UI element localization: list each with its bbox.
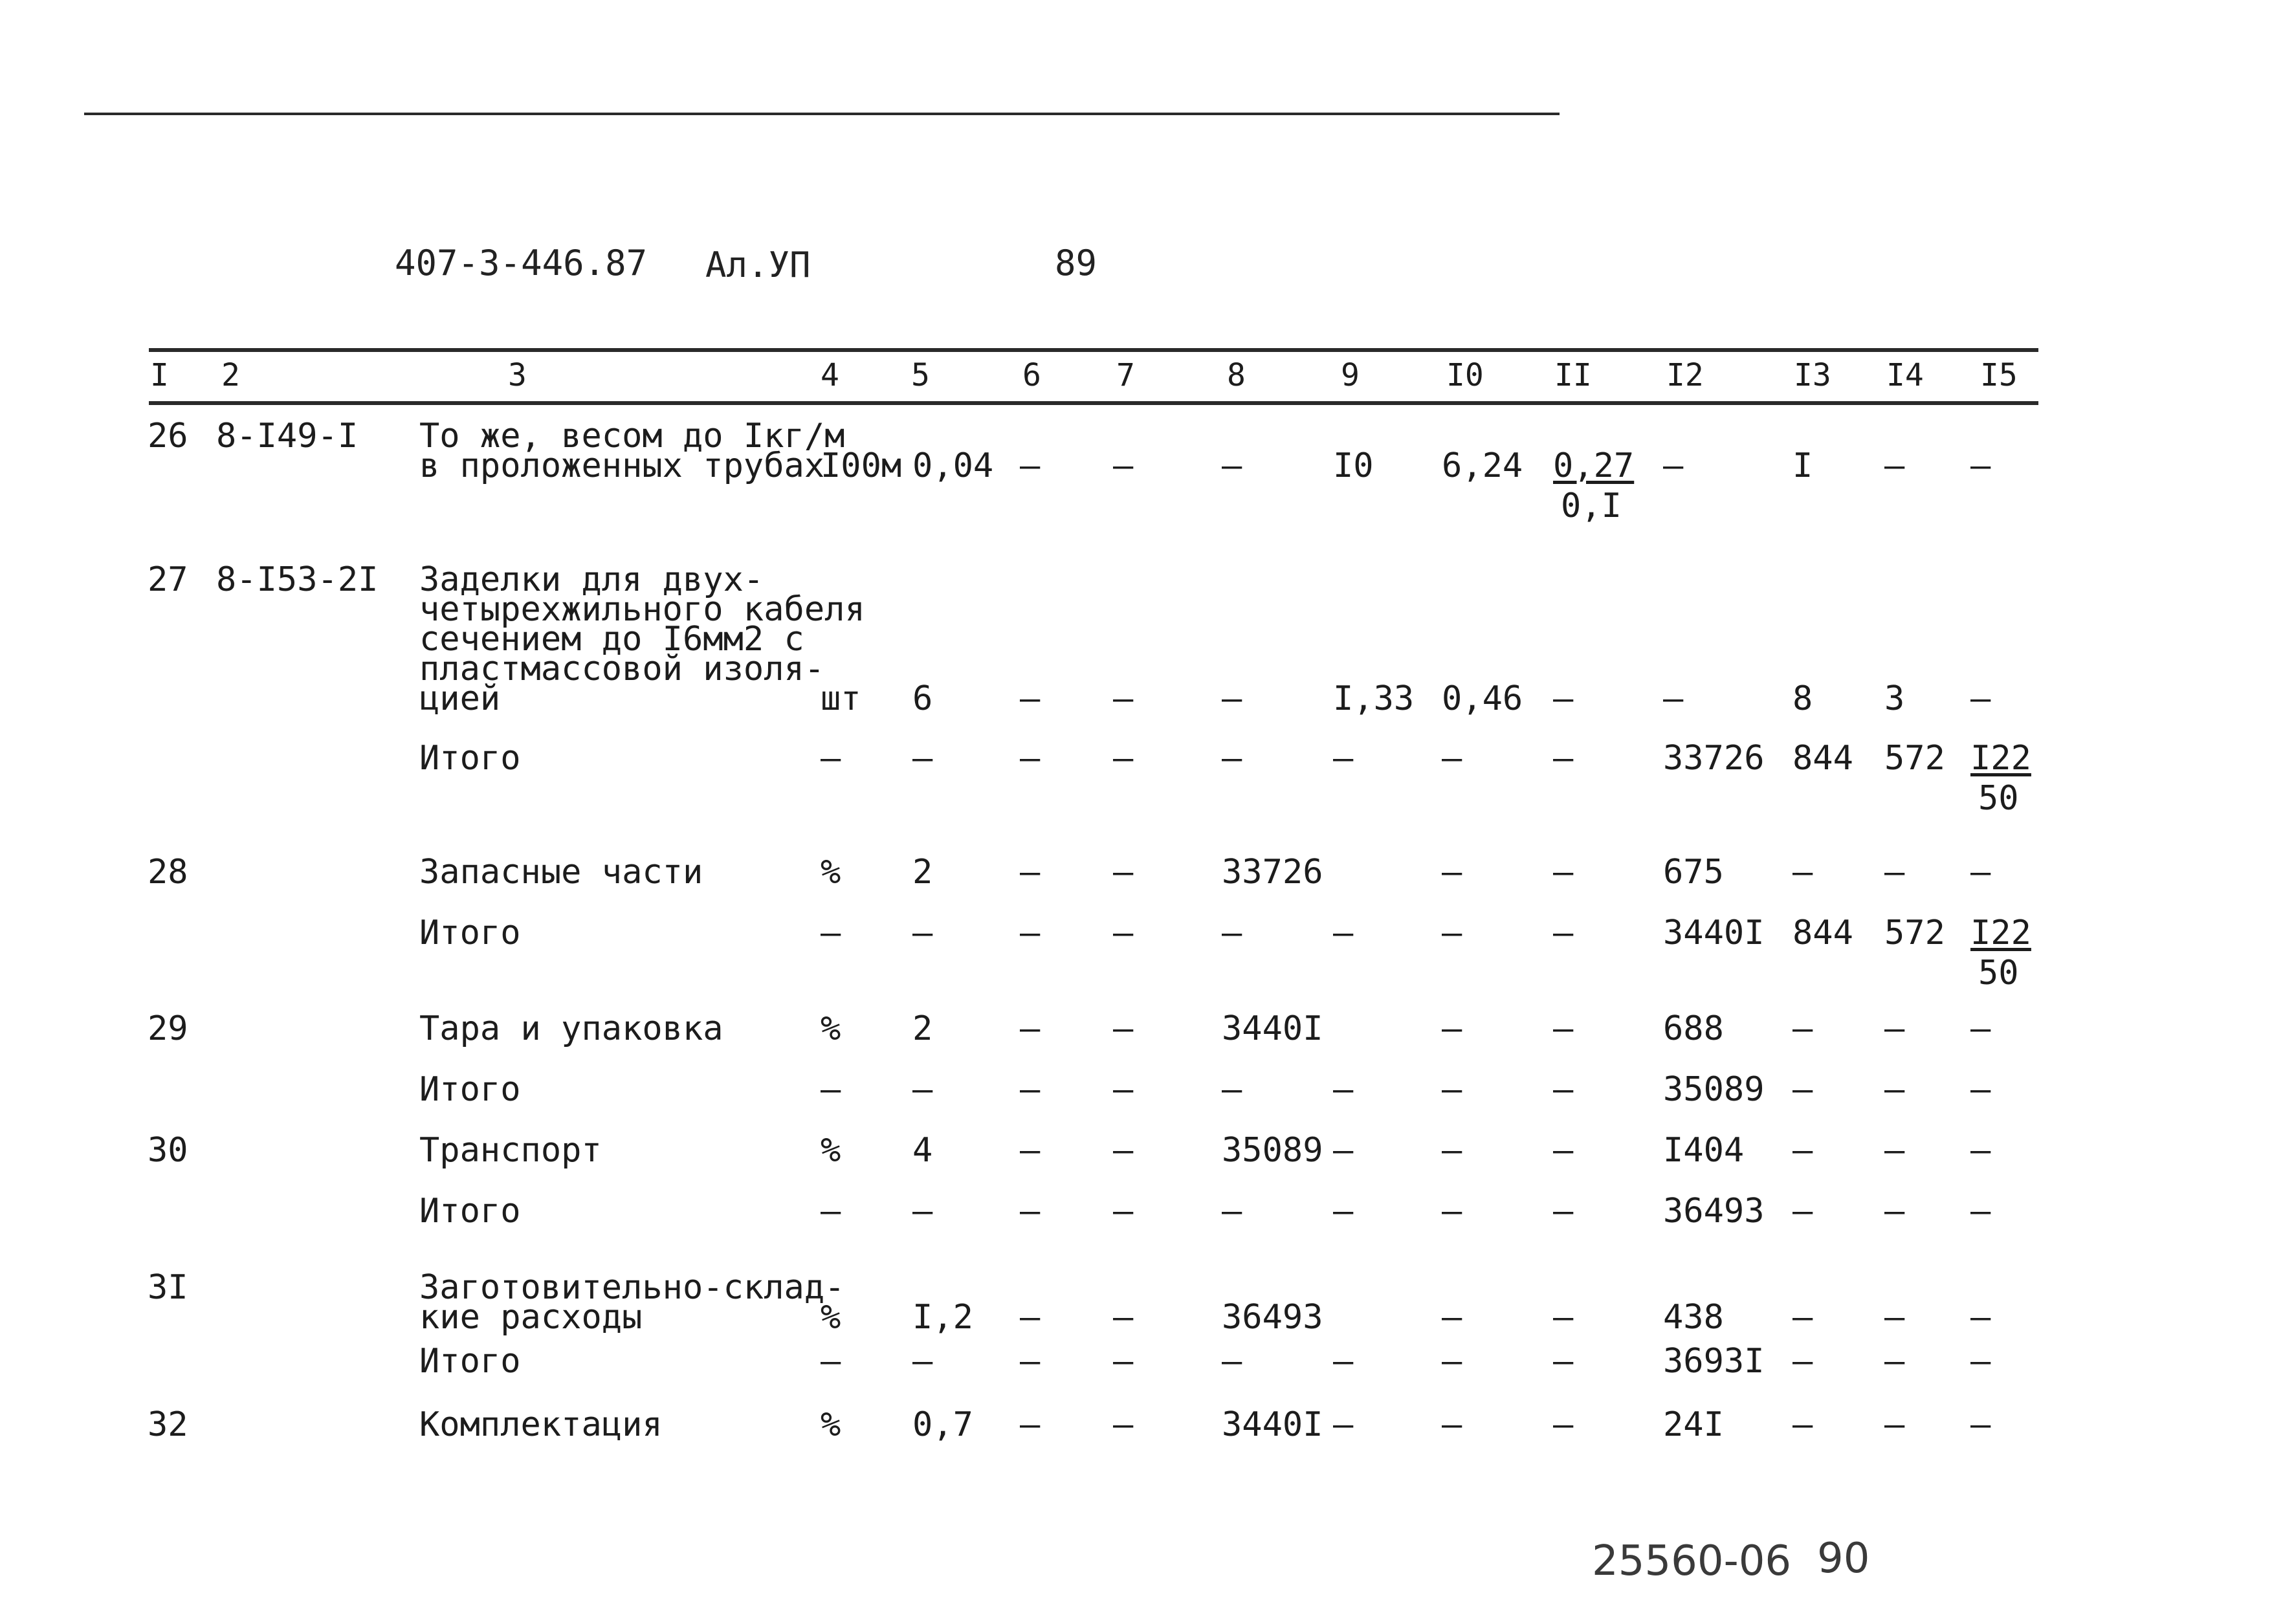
cell-c12: – xyxy=(1663,446,1684,485)
cell-c8: 3440I xyxy=(1222,1405,1323,1444)
cell-c7: – xyxy=(1113,914,1134,952)
cell-c8: 35089 xyxy=(1222,1131,1323,1170)
col-number-7: 7 xyxy=(1116,357,1135,393)
cell-c15: – xyxy=(1970,1405,1991,1444)
cell-c7: – xyxy=(1113,1342,1134,1381)
cell-c15: – xyxy=(1970,1009,1991,1048)
cell-c12: 36493 xyxy=(1663,1192,1765,1231)
cell-c8: – xyxy=(1222,679,1242,718)
cell-c5: 2 xyxy=(912,1009,933,1048)
cell-c4: % xyxy=(821,1009,841,1048)
cell-c11: – xyxy=(1553,679,1574,718)
cell-c4: % xyxy=(821,1298,841,1337)
cell-c14: – xyxy=(1884,1131,1905,1170)
cell-c12: I404 xyxy=(1663,1131,1745,1170)
col-number-11: II xyxy=(1554,357,1592,393)
cell-c12: 33726 xyxy=(1663,739,1765,778)
cell-c9: – xyxy=(1333,1070,1354,1109)
cell-c15: – xyxy=(1970,1131,1991,1170)
cell-c10: – xyxy=(1442,1131,1462,1170)
row-description-line: пластмассовой изоля- xyxy=(419,650,825,688)
cell-c5: 4 xyxy=(912,1131,933,1170)
cell-c10: – xyxy=(1442,853,1462,892)
row-description-line: Комплектация xyxy=(419,1405,663,1444)
row-description-line: сечением до I6мм2 с xyxy=(419,620,804,659)
cell-c15: – xyxy=(1970,446,1991,485)
cell-c11: – xyxy=(1553,914,1574,952)
cell-c14: – xyxy=(1884,1070,1905,1109)
cell-c13: – xyxy=(1792,1342,1813,1381)
cell-c13: 844 xyxy=(1792,914,1853,952)
row-description-line: в проложенных трубах xyxy=(419,446,825,485)
cell-c4: % xyxy=(821,853,841,892)
cell-c4: % xyxy=(821,1405,841,1444)
col-number-10: I0 xyxy=(1446,357,1484,393)
cell-c11: – xyxy=(1553,1342,1574,1381)
cell-c6: – xyxy=(1020,914,1041,952)
cell-c11: – xyxy=(1553,1298,1574,1337)
sheet-number: 90 xyxy=(1817,1535,1870,1583)
col-number-9: 9 xyxy=(1341,357,1360,393)
cell-c14: – xyxy=(1884,1192,1905,1231)
cell-c13: – xyxy=(1792,853,1813,892)
cell-c15-fraction-top: I22 xyxy=(1970,739,2031,778)
row-description-line: кие расходы xyxy=(419,1298,643,1337)
cell-c7: – xyxy=(1113,1131,1134,1170)
row-description-line: Запасные части xyxy=(419,853,703,892)
cell-c7: – xyxy=(1113,1070,1134,1109)
row-code: 8-I53-2I xyxy=(216,560,379,599)
cell-c6: – xyxy=(1020,1298,1041,1337)
cell-c12: 688 xyxy=(1663,1009,1724,1048)
cell-c12: 3440I xyxy=(1663,914,1765,952)
header-rule-top xyxy=(149,348,2038,352)
cell-c5: I,2 xyxy=(912,1298,973,1337)
cell-c13: 844 xyxy=(1792,739,1853,778)
cell-c4: – xyxy=(821,739,841,778)
col-number-5: 5 xyxy=(911,357,930,393)
row-description-line: четырехжильного кабеля xyxy=(419,590,865,629)
cell-c8: 3440I xyxy=(1222,1009,1323,1048)
cell-c5: 6 xyxy=(912,679,933,718)
cell-c4: – xyxy=(821,1192,841,1231)
row-description-line: Тара и упаковка xyxy=(419,1009,723,1048)
cell-c5: – xyxy=(912,1192,933,1231)
cell-c4: – xyxy=(821,914,841,952)
cell-c7: – xyxy=(1113,1009,1134,1048)
cell-c4: – xyxy=(821,1070,841,1109)
cell-c4: % xyxy=(821,1131,841,1170)
cell-c5: 0,7 xyxy=(912,1405,973,1444)
cell-c12: 3693I xyxy=(1663,1342,1765,1381)
cell-c4: шт xyxy=(821,679,861,718)
cell-c15-fraction-bottom: 50 xyxy=(1978,954,2019,993)
cell-c8: – xyxy=(1222,739,1242,778)
cell-c9: – xyxy=(1333,1405,1354,1444)
cell-c7: – xyxy=(1113,679,1134,718)
col-number-6: 6 xyxy=(1022,357,1041,393)
cell-c11: – xyxy=(1553,1009,1574,1048)
cell-c14: – xyxy=(1884,1009,1905,1048)
cell-c7: – xyxy=(1113,446,1134,485)
row-description-line: Итого xyxy=(419,1342,521,1381)
row-number: 30 xyxy=(148,1131,188,1170)
cell-c5: – xyxy=(912,1342,933,1381)
cell-c7: – xyxy=(1113,739,1134,778)
row-description-line: цией xyxy=(419,679,501,718)
col-number-2: 2 xyxy=(221,357,240,393)
cell-c10: – xyxy=(1442,1009,1462,1048)
row-description-line: Заделки для двух- xyxy=(419,560,764,599)
cell-c6: – xyxy=(1020,1009,1041,1048)
row-number: 29 xyxy=(148,1009,188,1048)
cell-c12: – xyxy=(1663,679,1684,718)
cell-c4: – xyxy=(821,1342,841,1381)
cell-c5: – xyxy=(912,739,933,778)
cell-c9: I0 xyxy=(1333,446,1374,485)
cell-c6: – xyxy=(1020,739,1041,778)
cell-c10: – xyxy=(1442,1298,1462,1337)
cell-c11: – xyxy=(1553,1070,1574,1109)
cell-c9: – xyxy=(1333,1131,1354,1170)
cell-c15: – xyxy=(1970,853,1991,892)
cell-c10: – xyxy=(1442,1070,1462,1109)
cell-c6: – xyxy=(1020,446,1041,485)
cell-c8: – xyxy=(1222,446,1242,485)
cell-c15: – xyxy=(1970,1342,1991,1381)
cell-c11: – xyxy=(1553,1131,1574,1170)
row-description-line: То же, весом до Iкг/м xyxy=(419,417,845,455)
doc-code: 407-3-446.87 xyxy=(395,243,648,283)
cell-c15: – xyxy=(1970,679,1991,718)
cell-c12: 438 xyxy=(1663,1298,1724,1337)
cell-c14: – xyxy=(1884,1298,1905,1337)
row-number: 26 xyxy=(148,417,188,455)
cell-c11: – xyxy=(1553,853,1574,892)
row-number: 3I xyxy=(148,1268,188,1307)
cell-c11: – xyxy=(1553,1405,1574,1444)
cell-c15: – xyxy=(1970,1192,1991,1231)
cell-c9: – xyxy=(1333,914,1354,952)
cell-c6: – xyxy=(1020,1131,1041,1170)
album-label: Ал.УП xyxy=(705,245,811,285)
cell-c14: – xyxy=(1884,1405,1905,1444)
cell-c10: 6,24 xyxy=(1442,446,1523,485)
cell-c7: – xyxy=(1113,1192,1134,1231)
cell-c14: 572 xyxy=(1884,739,1945,778)
cell-c6: – xyxy=(1020,1192,1041,1231)
row-code: 8-I49-I xyxy=(216,417,358,455)
cell-c15-fraction-top: I22 xyxy=(1970,914,2031,952)
cell-c14: – xyxy=(1884,853,1905,892)
cell-c10: 0,46 xyxy=(1442,679,1523,718)
cell-c9: – xyxy=(1333,1342,1354,1381)
cell-c5: 2 xyxy=(912,853,933,892)
col-number-1: I xyxy=(150,357,169,393)
col-number-15: I5 xyxy=(1980,357,2018,393)
cell-c13: – xyxy=(1792,1405,1813,1444)
cell-c13: – xyxy=(1792,1070,1813,1109)
stamp-number: 25560-06 xyxy=(1592,1537,1792,1585)
cell-c14: – xyxy=(1884,446,1905,485)
cell-c8: 36493 xyxy=(1222,1298,1323,1337)
cell-c8: – xyxy=(1222,1192,1242,1231)
cell-c11-fraction-bottom: 0,I xyxy=(1561,487,1622,525)
cell-c6: – xyxy=(1020,679,1041,718)
cell-c4: I00м xyxy=(821,446,902,485)
cell-c13: – xyxy=(1792,1009,1813,1048)
cell-c8: – xyxy=(1222,914,1242,952)
col-number-3: 3 xyxy=(508,357,527,393)
col-number-14: I4 xyxy=(1886,357,1924,393)
cell-c10: – xyxy=(1442,1192,1462,1231)
cell-c6: – xyxy=(1020,1070,1041,1109)
header-rule-bottom xyxy=(149,401,2038,405)
cell-c5: 0,04 xyxy=(912,446,994,485)
row-description-line: Заготовительно-склад- xyxy=(419,1268,845,1307)
cell-c8: – xyxy=(1222,1070,1242,1109)
cell-c8: 33726 xyxy=(1222,853,1323,892)
cell-c10: – xyxy=(1442,914,1462,952)
cell-c13: 8 xyxy=(1792,679,1813,718)
cell-c11-fraction-top: 0,27 xyxy=(1553,446,1635,485)
col-number-4: 4 xyxy=(821,357,839,393)
cell-c8: – xyxy=(1222,1342,1242,1381)
cell-c9: – xyxy=(1333,1192,1354,1231)
cell-c7: – xyxy=(1113,1405,1134,1444)
row-description-line: Итого xyxy=(419,1192,521,1231)
row-number: 27 xyxy=(148,560,188,599)
cell-c7: – xyxy=(1113,853,1134,892)
cell-c11: – xyxy=(1553,1192,1574,1231)
cell-c12: 24I xyxy=(1663,1405,1724,1444)
col-number-13: I3 xyxy=(1794,357,1831,393)
row-number: 32 xyxy=(148,1405,188,1444)
top-rule xyxy=(84,113,1560,115)
row-description-line: Итого xyxy=(419,1070,521,1109)
cell-c6: – xyxy=(1020,853,1041,892)
cell-c9: I,33 xyxy=(1333,679,1415,718)
cell-c13: I xyxy=(1792,446,1813,485)
cell-c12: 675 xyxy=(1663,853,1724,892)
cell-c7: – xyxy=(1113,1298,1134,1337)
cell-c10: – xyxy=(1442,739,1462,778)
cell-c10: – xyxy=(1442,1342,1462,1381)
cell-c13: – xyxy=(1792,1131,1813,1170)
cell-c14: 3 xyxy=(1884,679,1905,718)
cell-c10: – xyxy=(1442,1405,1462,1444)
cell-c9: – xyxy=(1333,739,1354,778)
col-number-12: I2 xyxy=(1666,357,1704,393)
row-number: 28 xyxy=(148,853,188,892)
cell-c5: – xyxy=(912,914,933,952)
cell-c13: – xyxy=(1792,1298,1813,1337)
row-description-line: Итого xyxy=(419,914,521,952)
cell-c15: – xyxy=(1970,1298,1991,1337)
row-description-line: Транспорт xyxy=(419,1131,602,1170)
cell-c6: – xyxy=(1020,1342,1041,1381)
col-number-8: 8 xyxy=(1227,357,1246,393)
cell-c13: – xyxy=(1792,1192,1813,1231)
cell-c6: – xyxy=(1020,1405,1041,1444)
cell-c15-fraction-bottom: 50 xyxy=(1978,779,2019,818)
cell-c12: 35089 xyxy=(1663,1070,1765,1109)
cell-c14: – xyxy=(1884,1342,1905,1381)
cell-c14: 572 xyxy=(1884,914,1945,952)
page-number: 89 xyxy=(1055,243,1097,283)
cell-c11: – xyxy=(1553,739,1574,778)
cell-c5: – xyxy=(912,1070,933,1109)
cell-c15: – xyxy=(1970,1070,1991,1109)
row-description-line: Итого xyxy=(419,739,521,778)
